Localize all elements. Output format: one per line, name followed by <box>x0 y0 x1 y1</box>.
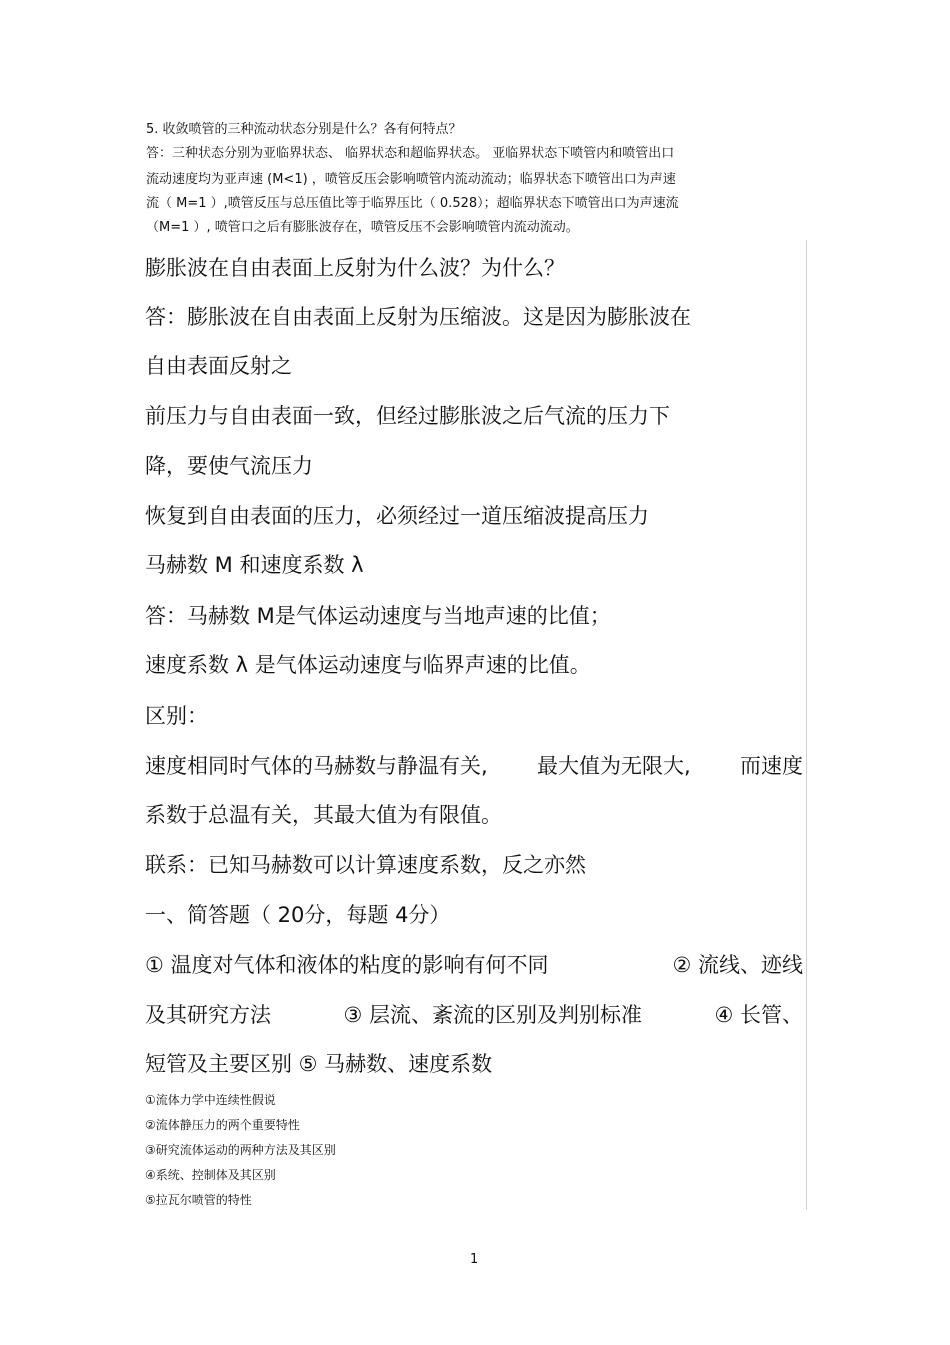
list-item: ①流体力学中连续性假说 <box>145 1093 276 1107</box>
answer-5-line-2: 流动速度均为亚声速 (M<1) ，喷管反压会影响喷管内流动流动；临界状态下喷管出口为声速 <box>146 172 676 187</box>
answer-5-line-1: 答：三种状态分别为亚临界状态、 临界状态和超临界状态。 亚临界状态下喷管内和喷管出口 <box>146 146 675 161</box>
question-5-title: 5. 收敛喷管的三种流动状态分别是什么？各有何特点？ <box>146 122 462 137</box>
main-line-8: 答：马赫数 M是气体运动速度与当地声速的比值； <box>145 604 611 628</box>
main-line-16-part-b: ③ 层流、紊流的区别及判别标准 <box>343 1003 642 1027</box>
main-line-10: 区别： <box>145 704 208 728</box>
main-line-15-part-b: ② 流线、迹线 <box>672 953 803 977</box>
main-line-16-part-a: 及其研究方法 <box>145 1003 271 1027</box>
page-number: 1 <box>470 1252 479 1267</box>
main-line-17: 短管及主要区别 ⑤ 马赫数、速度系数 <box>145 1052 493 1076</box>
right-border-line <box>806 240 807 1210</box>
main-line-16 <box>145 1002 803 1028</box>
list-item: ⑤拉瓦尔喷管的特性 <box>145 1193 252 1207</box>
main-line-5: 降，要使气流压力 <box>145 454 313 478</box>
answer-5-line-4: （M=1 ）, 喷管口之后有膨胀波存在，喷管反压不会影响喷管内流动流动。 <box>146 220 579 235</box>
main-line-11 <box>145 753 803 779</box>
list-item: ④系统、控制体及其区别 <box>145 1168 276 1182</box>
main-line-4: 前压力与自由表面一致，但经过膨胀波之后气流的压力下 <box>145 404 670 428</box>
main-line-12: 系数于总温有关，其最大值为有限值。 <box>145 803 502 827</box>
list-item: ②流体静压力的两个重要特性 <box>145 1118 300 1132</box>
main-line-7: 马赫数 M 和速度系数 λ <box>145 553 364 577</box>
main-line-13: 联系：已知马赫数可以计算速度系数，反之亦然 <box>145 853 586 877</box>
answer-5-line-3: 流（ M=1 ）,喷管反压与总压值比等于临界压比（ 0.528）；超临界状态下喷管出口为声速流 <box>146 196 679 211</box>
list-item: ③研究流体运动的两种方法及其区别 <box>145 1143 336 1157</box>
main-line-9: 速度系数 λ 是气体运动速度与临界声速的比值。 <box>145 653 591 677</box>
main-line-3: 自由表面反射之 <box>145 354 292 378</box>
main-line-1: 膨胀波在自由表面上反射为什么波？为什么？ <box>145 256 565 280</box>
main-line-6: 恢复到自由表面的压力，必须经过一道压缩波提高压力 <box>145 504 649 528</box>
main-line-2: 答：膨胀波在自由表面上反射为压缩波。这是因为膨胀波在 <box>145 305 691 329</box>
main-line-11-part-a: 速度相同时气体的马赫数与静温有关, <box>145 754 488 778</box>
main-line-15 <box>145 952 803 978</box>
main-line-16-part-c: ④ 长管、 <box>714 1003 803 1027</box>
section-heading: 一、简答题（ 20分，每题 4分） <box>145 903 451 927</box>
main-line-11-part-c: 而速度 <box>740 754 803 778</box>
main-line-15-part-a: ① 温度对气体和液体的粘度的影响有何不同 <box>145 953 549 977</box>
main-line-11-part-b: 最大值为无限大, <box>537 754 691 778</box>
